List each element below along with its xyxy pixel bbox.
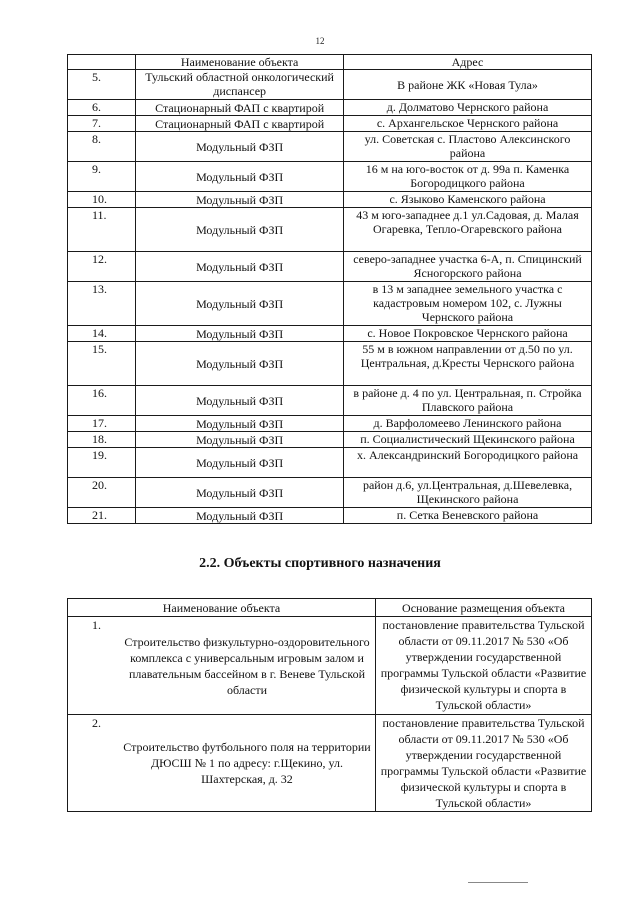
row-num: 20.: [68, 478, 136, 508]
row-name: Модульный ФЗП: [136, 252, 344, 282]
signature-mark: [468, 882, 528, 883]
row-num: 5.: [68, 70, 136, 100]
row-num: 13.: [68, 282, 136, 326]
row-address: с. Языково Каменского района: [344, 192, 592, 208]
table-row: [68, 326, 592, 342]
row-name: Модульный ФЗП: [136, 342, 344, 386]
row-name: Модульный ФЗП: [136, 192, 344, 208]
row-name: Модульный ФЗП: [136, 132, 344, 162]
row-address: 43 м юго-западнее д.1 ул.Садовая, д. Малая Огаревка, Тепло-Огаревского района: [344, 208, 592, 252]
row-name: Модульный ФЗП: [136, 478, 344, 508]
section-title: 2.2. Объекты спортивного назначения: [199, 556, 441, 571]
row-address: д. Варфоломеево Ленинского района: [344, 416, 592, 432]
row-name: Модульный ФЗП: [136, 386, 344, 416]
sports-objects-table: [67, 598, 592, 812]
table-row: [68, 416, 592, 432]
row-name: Строительство футбольного поля на территории ДЮСШ № 1 по адресу: г.Щекино, ул. Шахтерская, д. 32: [119, 715, 376, 812]
row-num: 18.: [68, 432, 136, 448]
row-address: В районе ЖК «Новая Тула»: [344, 70, 592, 100]
table-row: [68, 100, 592, 116]
row-num: 7.: [68, 116, 136, 132]
table-row: [68, 252, 592, 282]
row-address: в 13 м западнее земельного участка с кадастровым номером 102, с. Лужны Чернского района: [344, 282, 592, 326]
table-header-row: [68, 599, 592, 617]
row-address: п. Сетка Веневского района: [344, 508, 592, 524]
row-address: д. Долматово Чернского района: [344, 100, 592, 116]
row-address: 16 м на юго-восток от д. 99а п. Каменка Богородицкого района: [344, 162, 592, 192]
row-name: Строительство физкультурно-оздоровительного комплекса с универсальным игровым залом и плавательным бассейном в г. Веневе Тульской области: [119, 617, 376, 715]
row-name: Модульный ФЗП: [136, 448, 344, 478]
row-name: Тульский областной онкологический диспансер: [136, 70, 344, 100]
row-address: район д.6, ул.Центральная, д.Шевелевка, Щекинского района: [344, 478, 592, 508]
table-row: [68, 448, 592, 478]
table-row: [68, 617, 592, 715]
row-address: с. Новое Покровское Чернского района: [344, 326, 592, 342]
row-address: ул. Советская с. Пластово Алексинского района: [344, 132, 592, 162]
row-basis: постановление правительства Тульской области от 09.11.2017 № 530 «Об утверждении государственной программы Тульской области «Развитие физической культуры и спорта в Тульской области»: [376, 617, 592, 715]
row-address: с. Архангельское Чернского района: [344, 116, 592, 132]
header-name-cell: Наименование объекта: [68, 599, 376, 617]
row-name: Модульный ФЗП: [136, 416, 344, 432]
row-name: Модульный ФЗП: [136, 432, 344, 448]
row-num: 14.: [68, 326, 136, 342]
row-num: 15.: [68, 342, 136, 386]
table-row: [68, 132, 592, 162]
row-num: 6.: [68, 100, 136, 116]
row-num: 11.: [68, 208, 136, 252]
row-name: Модульный ФЗП: [136, 208, 344, 252]
table-row: [68, 715, 592, 812]
row-num: 19.: [68, 448, 136, 478]
row-address: северо-западнее участка 6-А, п. Спицинский Ясногорского района: [344, 252, 592, 282]
header-num-cell: [68, 55, 136, 70]
row-num: 21.: [68, 508, 136, 524]
row-num: 1.: [68, 617, 120, 715]
table-header-row: [68, 55, 592, 70]
table-row: [68, 116, 592, 132]
table-row: [68, 282, 592, 326]
page-number: 12: [315, 36, 325, 46]
row-num: 10.: [68, 192, 136, 208]
header-name-cell: Наименование объекта: [136, 55, 344, 70]
table-row: [68, 342, 592, 386]
row-name: Модульный ФЗП: [136, 282, 344, 326]
row-num: 8.: [68, 132, 136, 162]
row-name: Модульный ФЗП: [136, 162, 344, 192]
row-num: 16.: [68, 386, 136, 416]
row-name: Модульный ФЗП: [136, 508, 344, 524]
row-basis: постановление правительства Тульской области от 09.11.2017 № 530 «Об утверждении государственной программы Тульской области «Развитие физической культуры и спорта в Тульской области»: [376, 715, 592, 812]
header-basis-cell: Основание размещения объекта: [376, 599, 592, 617]
row-num: 17.: [68, 416, 136, 432]
row-num: 12.: [68, 252, 136, 282]
row-name: Модульный ФЗП: [136, 326, 344, 342]
medical-objects-table: [67, 54, 592, 524]
row-num: 9.: [68, 162, 136, 192]
row-address: 55 м в южном направлении от д.50 по ул. Центральная, д.Кресты Чернского района: [344, 342, 592, 386]
row-address: в районе д. 4 по ул. Центральная, п. Стройка Плавского района: [344, 386, 592, 416]
table-row: [68, 162, 592, 192]
table-row: [68, 192, 592, 208]
row-address: х. Александринский Богородицкого района: [344, 448, 592, 478]
row-address: п. Социалистический Щекинского района: [344, 432, 592, 448]
row-num: 2.: [68, 715, 120, 812]
table-row: [68, 432, 592, 448]
table-row: [68, 386, 592, 416]
table-row: [68, 70, 592, 100]
header-address-cell: Адрес: [344, 55, 592, 70]
row-name: Стационарный ФАП с квартирой: [136, 100, 344, 116]
table-row: [68, 478, 592, 508]
table-row: [68, 208, 592, 252]
table-row: [68, 508, 592, 524]
row-name: Стационарный ФАП с квартирой: [136, 116, 344, 132]
